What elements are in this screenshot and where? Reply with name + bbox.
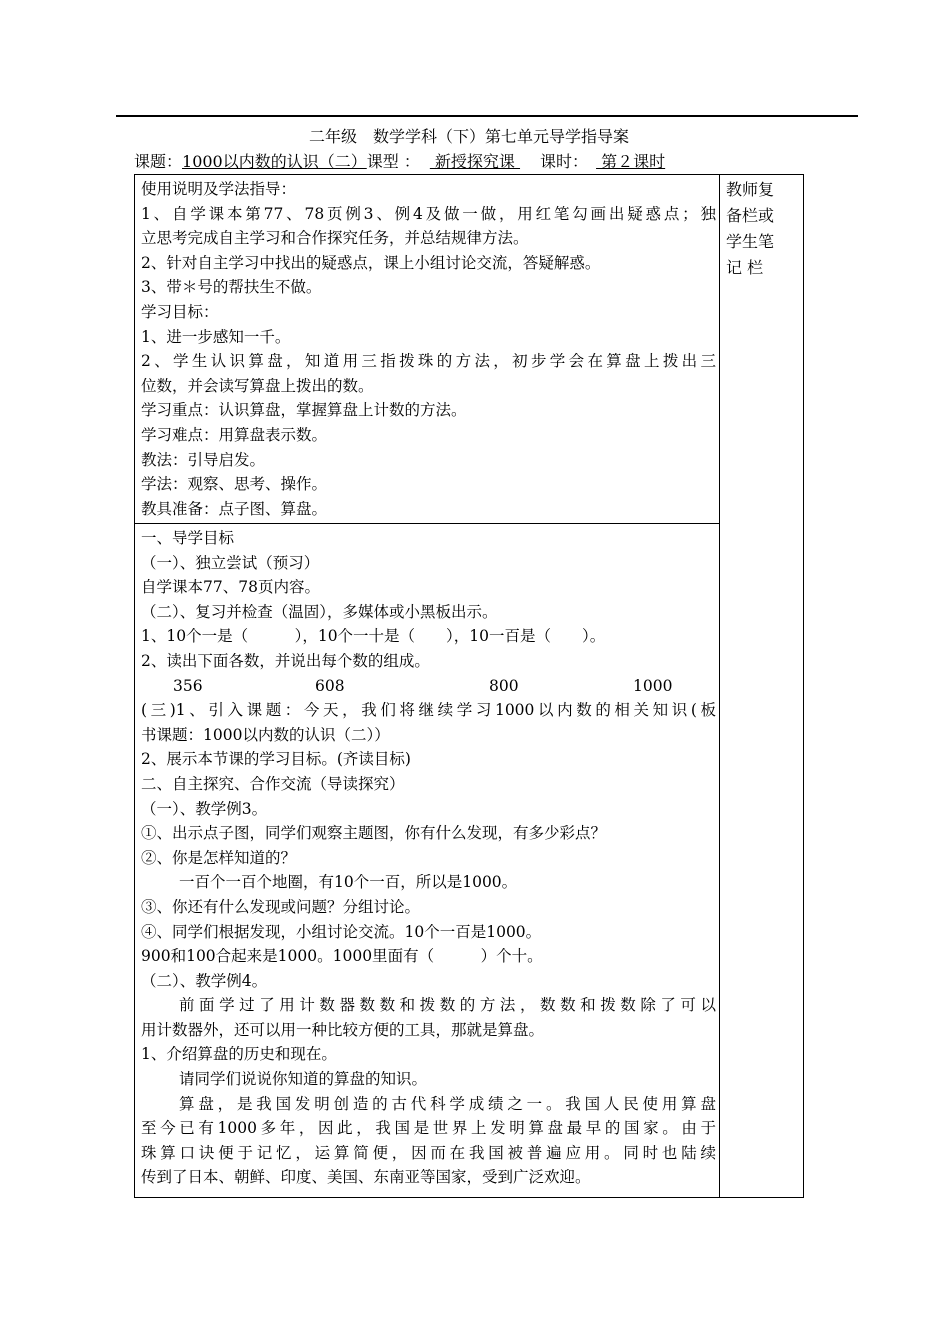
key-point-line: 学习重点：认识算盘，掌握算盘上计数的方法。 xyxy=(141,401,467,420)
lesson-info-line xyxy=(134,151,814,173)
document-title: 二年级 数学学科（下）第七单元导学指导案 xyxy=(308,127,629,146)
usage-line: 立思考完成自主学习和合作探究任务，并总结规律方法。 xyxy=(141,229,529,248)
notes-label-line: 教师复 xyxy=(726,180,775,199)
number-item: 356 xyxy=(173,676,203,695)
paragraph-line: 珠算口诀便于记忆，运算简便，因而在我国被普遍应用。同时也陆续 xyxy=(141,1143,716,1162)
subsection-heading: （一）、教学例3。 xyxy=(141,799,268,818)
exercise-line: 2、读出下面各数，并说出每个数的组成。 xyxy=(141,651,430,670)
period-label: 课时： xyxy=(540,152,589,171)
objective-line: 1、进一步感知一千。 xyxy=(141,327,291,346)
type-label: 课型 ： xyxy=(366,152,420,171)
guide-line: 900和100合起来是1000。1000里面有（ ）个十。 xyxy=(141,947,543,966)
notes-label-line: 学生笔 xyxy=(726,232,775,251)
difficulty-line: 学习难点：用算盘表示数。 xyxy=(141,425,328,444)
usage-line: 2、针对自主学习中找出的疑惑点，课上小组讨论交流，答疑解惑。 xyxy=(141,253,601,272)
materials-line: 教具准备：点子图、算盘。 xyxy=(141,499,328,518)
column-divider xyxy=(719,175,720,1197)
usage-instructions-cell xyxy=(141,177,716,521)
paragraph-line: 至今已有1000多年，因此，我国是世界上发明算盘最早的国家。由于 xyxy=(141,1119,716,1138)
guide-line: ④、同学们根据发现，小组讨论交流。10个一百是1000。 xyxy=(141,922,542,941)
paragraph-line: 算盘，是我国发明创造的古代科学成绩之一。我国人民使用算盘 xyxy=(179,1094,716,1113)
teaching-method-line: 教法：引导启发。 xyxy=(141,450,266,469)
guide-line: 自学课本77、78页内容。 xyxy=(141,578,320,597)
paragraph-line: 前面学过了用计数器数数和拨数的方法，数数和拨数除了可以 xyxy=(179,996,716,1015)
type-value: 新授探究课 xyxy=(429,152,521,171)
paragraph-line: 用计数器外，还可以用一种比较方便的工具，那就是算盘。 xyxy=(141,1020,545,1039)
subsection-heading: （二）、复习并检查（温固），多媒体或小黑板出示。 xyxy=(141,602,498,621)
header-rule xyxy=(116,115,858,117)
row-divider xyxy=(135,523,719,524)
usage-line: 1、自学课本第77、78页例3、例4及做一做，用红笔勾画出疑惑点；独 xyxy=(141,204,716,223)
guide-line: 2、展示本节课的学习目标。(齐读目标) xyxy=(141,750,411,769)
guide-line: ①、出示点子图，同学们观察主题图，你有什么发现，有多少彩点？ xyxy=(141,824,607,843)
period-value: 第２课时 xyxy=(596,152,666,171)
section-heading: 二、自主探究、合作交流（导读探究） xyxy=(141,774,405,793)
lesson-plan-table xyxy=(134,174,804,1198)
guided-learning-cell xyxy=(141,526,716,1190)
paragraph-line: 请同学们说说你知道的算盘的知识。 xyxy=(179,1070,428,1089)
number-item: 608 xyxy=(315,676,345,695)
usage-line: 3、带＊号的帮扶生不做。 xyxy=(141,278,322,297)
number-item: 800 xyxy=(489,676,519,695)
notes-label-line: 备栏或 xyxy=(726,206,775,225)
guide-line: 一百个一百个地圈，有10个一百，所以是1000。 xyxy=(179,873,518,892)
guide-line: ③、你还有什么发现或问题？分组讨论。 xyxy=(141,897,421,916)
guide-line: ②、你是怎样知道的？ xyxy=(141,848,297,867)
topic-label: 课题： xyxy=(134,152,183,171)
objective-line: 2、学生认识算盘，知道用三指拨珠的方法，初步学会在算盘上拨出三 xyxy=(141,352,716,371)
usage-heading: 使用说明及学法指导： xyxy=(141,180,297,198)
topic-value: 1000以内数的认识（二） xyxy=(182,152,367,171)
guide-line: 1、介绍算盘的历史和现在。 xyxy=(141,1045,337,1064)
learning-method-line: 学法：观察、思考、操作。 xyxy=(141,475,328,494)
section-heading: 一、导学目标 xyxy=(141,529,235,547)
notes-label-line: 记 栏 xyxy=(726,258,764,277)
objective-line: 位数，并会读写算盘上拨出的数。 xyxy=(141,376,374,395)
subsection-heading: （一）、独立尝试（预习） xyxy=(141,553,320,572)
objectives-heading: 学习目标： xyxy=(141,302,219,321)
paragraph-line: 传到了日本、朝鲜、印度、美国、东南亚等国家，受到广泛欢迎。 xyxy=(141,1168,591,1187)
guide-line: (三)1、引入课题：今天，我们将继续学习1000以内数的相关知识(板 xyxy=(141,701,716,720)
teacher-notes-column xyxy=(726,177,798,281)
number-list xyxy=(141,674,716,699)
subsection-heading: （二）、教学例4。 xyxy=(141,971,268,990)
exercise-line: 1、10个一是（ ），10个一十是（ ），10一百是（ ）。 xyxy=(141,627,606,646)
number-item: 1000 xyxy=(633,676,673,695)
guide-line: 书课题：1000以内数的认识（二）） xyxy=(141,725,390,744)
